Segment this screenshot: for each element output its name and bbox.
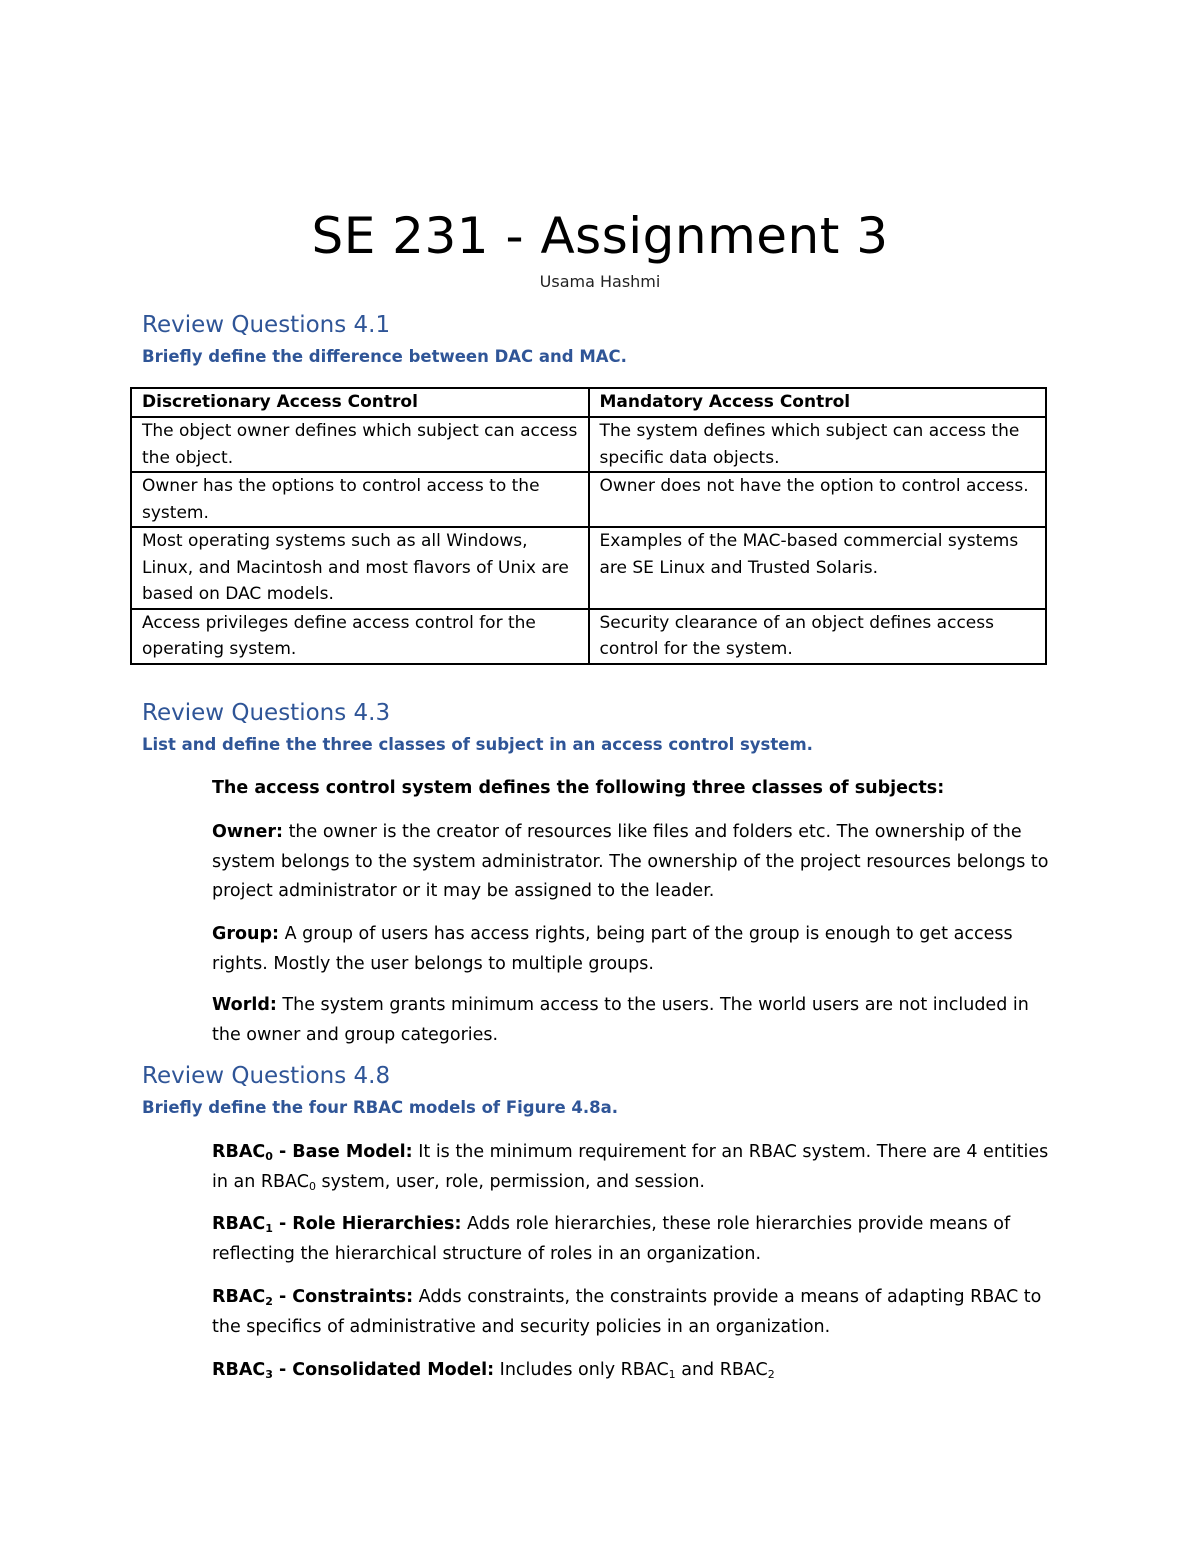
table-row — [131, 472, 1046, 527]
rbac-subscript: 0 — [308, 1179, 316, 1193]
rbac-subscript: 2 — [767, 1368, 775, 1381]
section-heading-4-1: Review Questions 4.1 — [142, 312, 391, 338]
table-cell: Security clearance of an object defines access control for the system. — [589, 609, 1047, 664]
term-owner: Owner: — [212, 822, 283, 842]
dac-mac-table — [130, 387, 1047, 665]
rbac3-text: Includes only RBAC — [494, 1360, 669, 1380]
rbac3-text-mid: and RBAC — [675, 1360, 768, 1380]
table-header-row — [131, 388, 1046, 417]
rbac-label: RBAC — [212, 1142, 266, 1162]
section-heading-4-8: Review Questions 4.8 — [142, 1063, 391, 1089]
rbac-label: RBAC — [212, 1214, 266, 1234]
rbac-subscript: 0 — [265, 1150, 273, 1163]
definition-group: A group of users has access rights, being part of the group is enough to get access rights. Mostly the user belongs to multiple groups. — [212, 924, 1013, 974]
definition-owner: the owner is the creator of resources like files and folders etc. The ownership of the system belongs to the system administrator. The ownership of the project resources belongs to project administrator or it may be assigned to the leader. — [212, 822, 1049, 901]
question-4-3: List and define the three classes of subject in an access control system. — [142, 735, 813, 754]
table-row — [131, 609, 1046, 664]
rbac1-term: - Role Hierarchies: — [272, 1214, 462, 1234]
list-item-world — [212, 991, 1062, 1050]
section-heading-4-3: Review Questions 4.3 — [142, 700, 391, 726]
list-item-owner — [212, 818, 1062, 907]
rbac0-term: - Base Model: — [272, 1142, 413, 1162]
rbac1-text: Adds role hierarchies, these role hierarchies provide means of reflecting the hierarchical structure of roles in an organization. — [212, 1214, 1011, 1264]
table-row — [131, 417, 1046, 472]
rbac-subscript: 3 — [265, 1368, 273, 1381]
author-name: Usama Hashmi — [539, 272, 661, 291]
rbac-subscript: 2 — [265, 1295, 273, 1308]
rbac0-item — [212, 1138, 1062, 1197]
table-cell: Owner has the options to control access to the system. — [131, 472, 589, 527]
rbac0-text-end: system, user, role, permission, and session. — [315, 1171, 705, 1192]
rbac2-term: - Constraints: — [272, 1287, 414, 1307]
rbac-subscript: 1 — [265, 1222, 273, 1235]
definition-world: The system grants minimum access to the users. The world users are not included in the owner and group categories. — [212, 995, 1029, 1045]
table-cell: Examples of the MAC-based commercial systems are SE Linux and Trusted Solaris. — [589, 527, 1047, 609]
document-title: SE 231 - Assignment 3 — [311, 207, 889, 265]
table-cell: Most operating systems such as all Windows, Linux, and Macintosh and most flavors of Unix are based on DAC models. — [131, 527, 589, 609]
rbac0-text: It is the minimum requirement for an RBAC system. There are 4 entities in an RBAC — [212, 1142, 1049, 1192]
rbac-subscript: 1 — [668, 1368, 676, 1381]
term-world: World: — [212, 995, 277, 1015]
rbac-label: RBAC — [212, 1360, 266, 1380]
rbac3-term: - Consolidated Model: — [272, 1360, 495, 1380]
table-header-cell: Discretionary Access Control — [131, 388, 589, 417]
table-cell: The system defines which subject can access the specific data objects. — [589, 417, 1047, 472]
rbac3-item — [212, 1356, 1062, 1386]
table-header-cell: Mandatory Access Control — [589, 388, 1047, 417]
rbac2-text: Adds constraints, the constraints provide a means of adapting RBAC to the specifics of administrative and security policies in an organization. — [212, 1287, 1042, 1337]
rbac-label: RBAC — [212, 1287, 266, 1307]
table-row — [131, 527, 1046, 609]
table-cell: Owner does not have the option to control access. — [589, 472, 1047, 527]
term-group: Group: — [212, 924, 280, 944]
question-4-8: Briefly define the four RBAC models of Figure 4.8a. — [142, 1098, 619, 1117]
subjects-intro: The access control system defines the following three classes of subjects: — [212, 778, 945, 798]
question-4-1: Briefly define the difference between DAC and MAC. — [142, 347, 627, 366]
list-item-group — [212, 920, 1062, 979]
rbac2-item — [212, 1283, 1062, 1342]
table-cell: Access privileges define access control for the operating system. — [131, 609, 589, 664]
rbac1-item — [212, 1210, 1062, 1269]
table-cell: The object owner defines which subject can access the object. — [131, 417, 589, 472]
